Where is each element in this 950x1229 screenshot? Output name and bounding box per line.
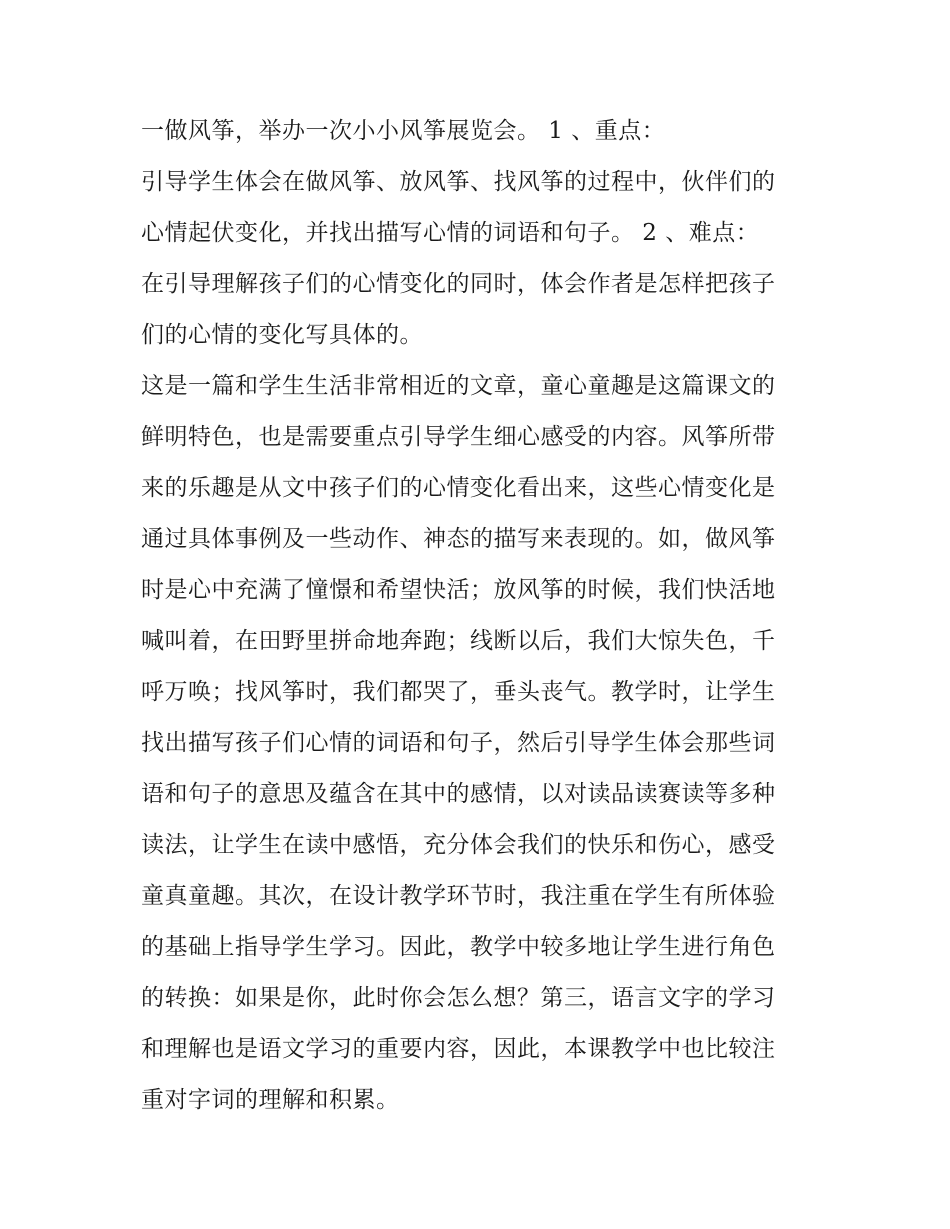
- text-line: 读法，让学生在读中感悟，充分体会我们的快乐和伤心，感受: [141, 832, 776, 858]
- text-line: 语和句子的意思及蕴含在其中的感情，以对读品读赛读等多种: [141, 781, 776, 807]
- text-line: 的转换：如果是你，此时你会怎么想？第三，语言文字的学习: [141, 985, 776, 1011]
- text-line: 的基础上指导学生学习。因此，教学中较多地让学生进行角色: [141, 934, 776, 960]
- text-line: 引导学生体会在做风筝、放风筝、找风筝的过程中，伙伴们的: [141, 169, 776, 195]
- body-text: [141, 106, 821, 1126]
- text-line: 鲜明特色，也是需要重点引导学生细心感受的内容。风筝所带: [141, 424, 776, 450]
- text-line: 这是一篇和学生生活非常相近的文章，童心童趣是这篇课文的: [141, 373, 776, 399]
- text-line: 呼万唤；找风筝时，我们都哭了，垂头丧气。教学时，让学生: [141, 679, 776, 705]
- text-line: 时是心中充满了憧憬和希望快活；放风筝的时候，我们快活地: [141, 577, 776, 603]
- text-line: 来的乐趣是从文中孩子们的心情变化看出来，这些心情变化是: [141, 475, 776, 501]
- text-line: 童真童趣。其次，在设计教学环节时，我注重在学生有所体验: [141, 883, 776, 909]
- text-line: 们的心情的变化写具体的。: [141, 322, 423, 348]
- text-line: 重对字词的理解和积累。: [141, 1087, 400, 1113]
- text-line: 一做风筝，举办一次小小风筝展览会。 1 、重点：: [141, 118, 666, 144]
- text-line: 找出描写孩子们心情的词语和句子，然后引导学生体会那些词: [141, 730, 776, 756]
- text-line: 通过具体事例及一些动作、神态的描写来表现的。如，做风筝: [141, 526, 776, 552]
- text-line: 在引导理解孩子们的心情变化的同时，体会作者是怎样把孩子: [141, 271, 776, 297]
- text-line: 和理解也是语文学习的重要内容，因此，本课教学中也比较注: [141, 1036, 776, 1062]
- text-line: 心情起伏变化，并找出描写心情的词语和句子。 2 、难点：: [141, 220, 760, 246]
- text-line: 喊叫着，在田野里拼命地奔跑；线断以后，我们大惊失色，千: [141, 628, 776, 654]
